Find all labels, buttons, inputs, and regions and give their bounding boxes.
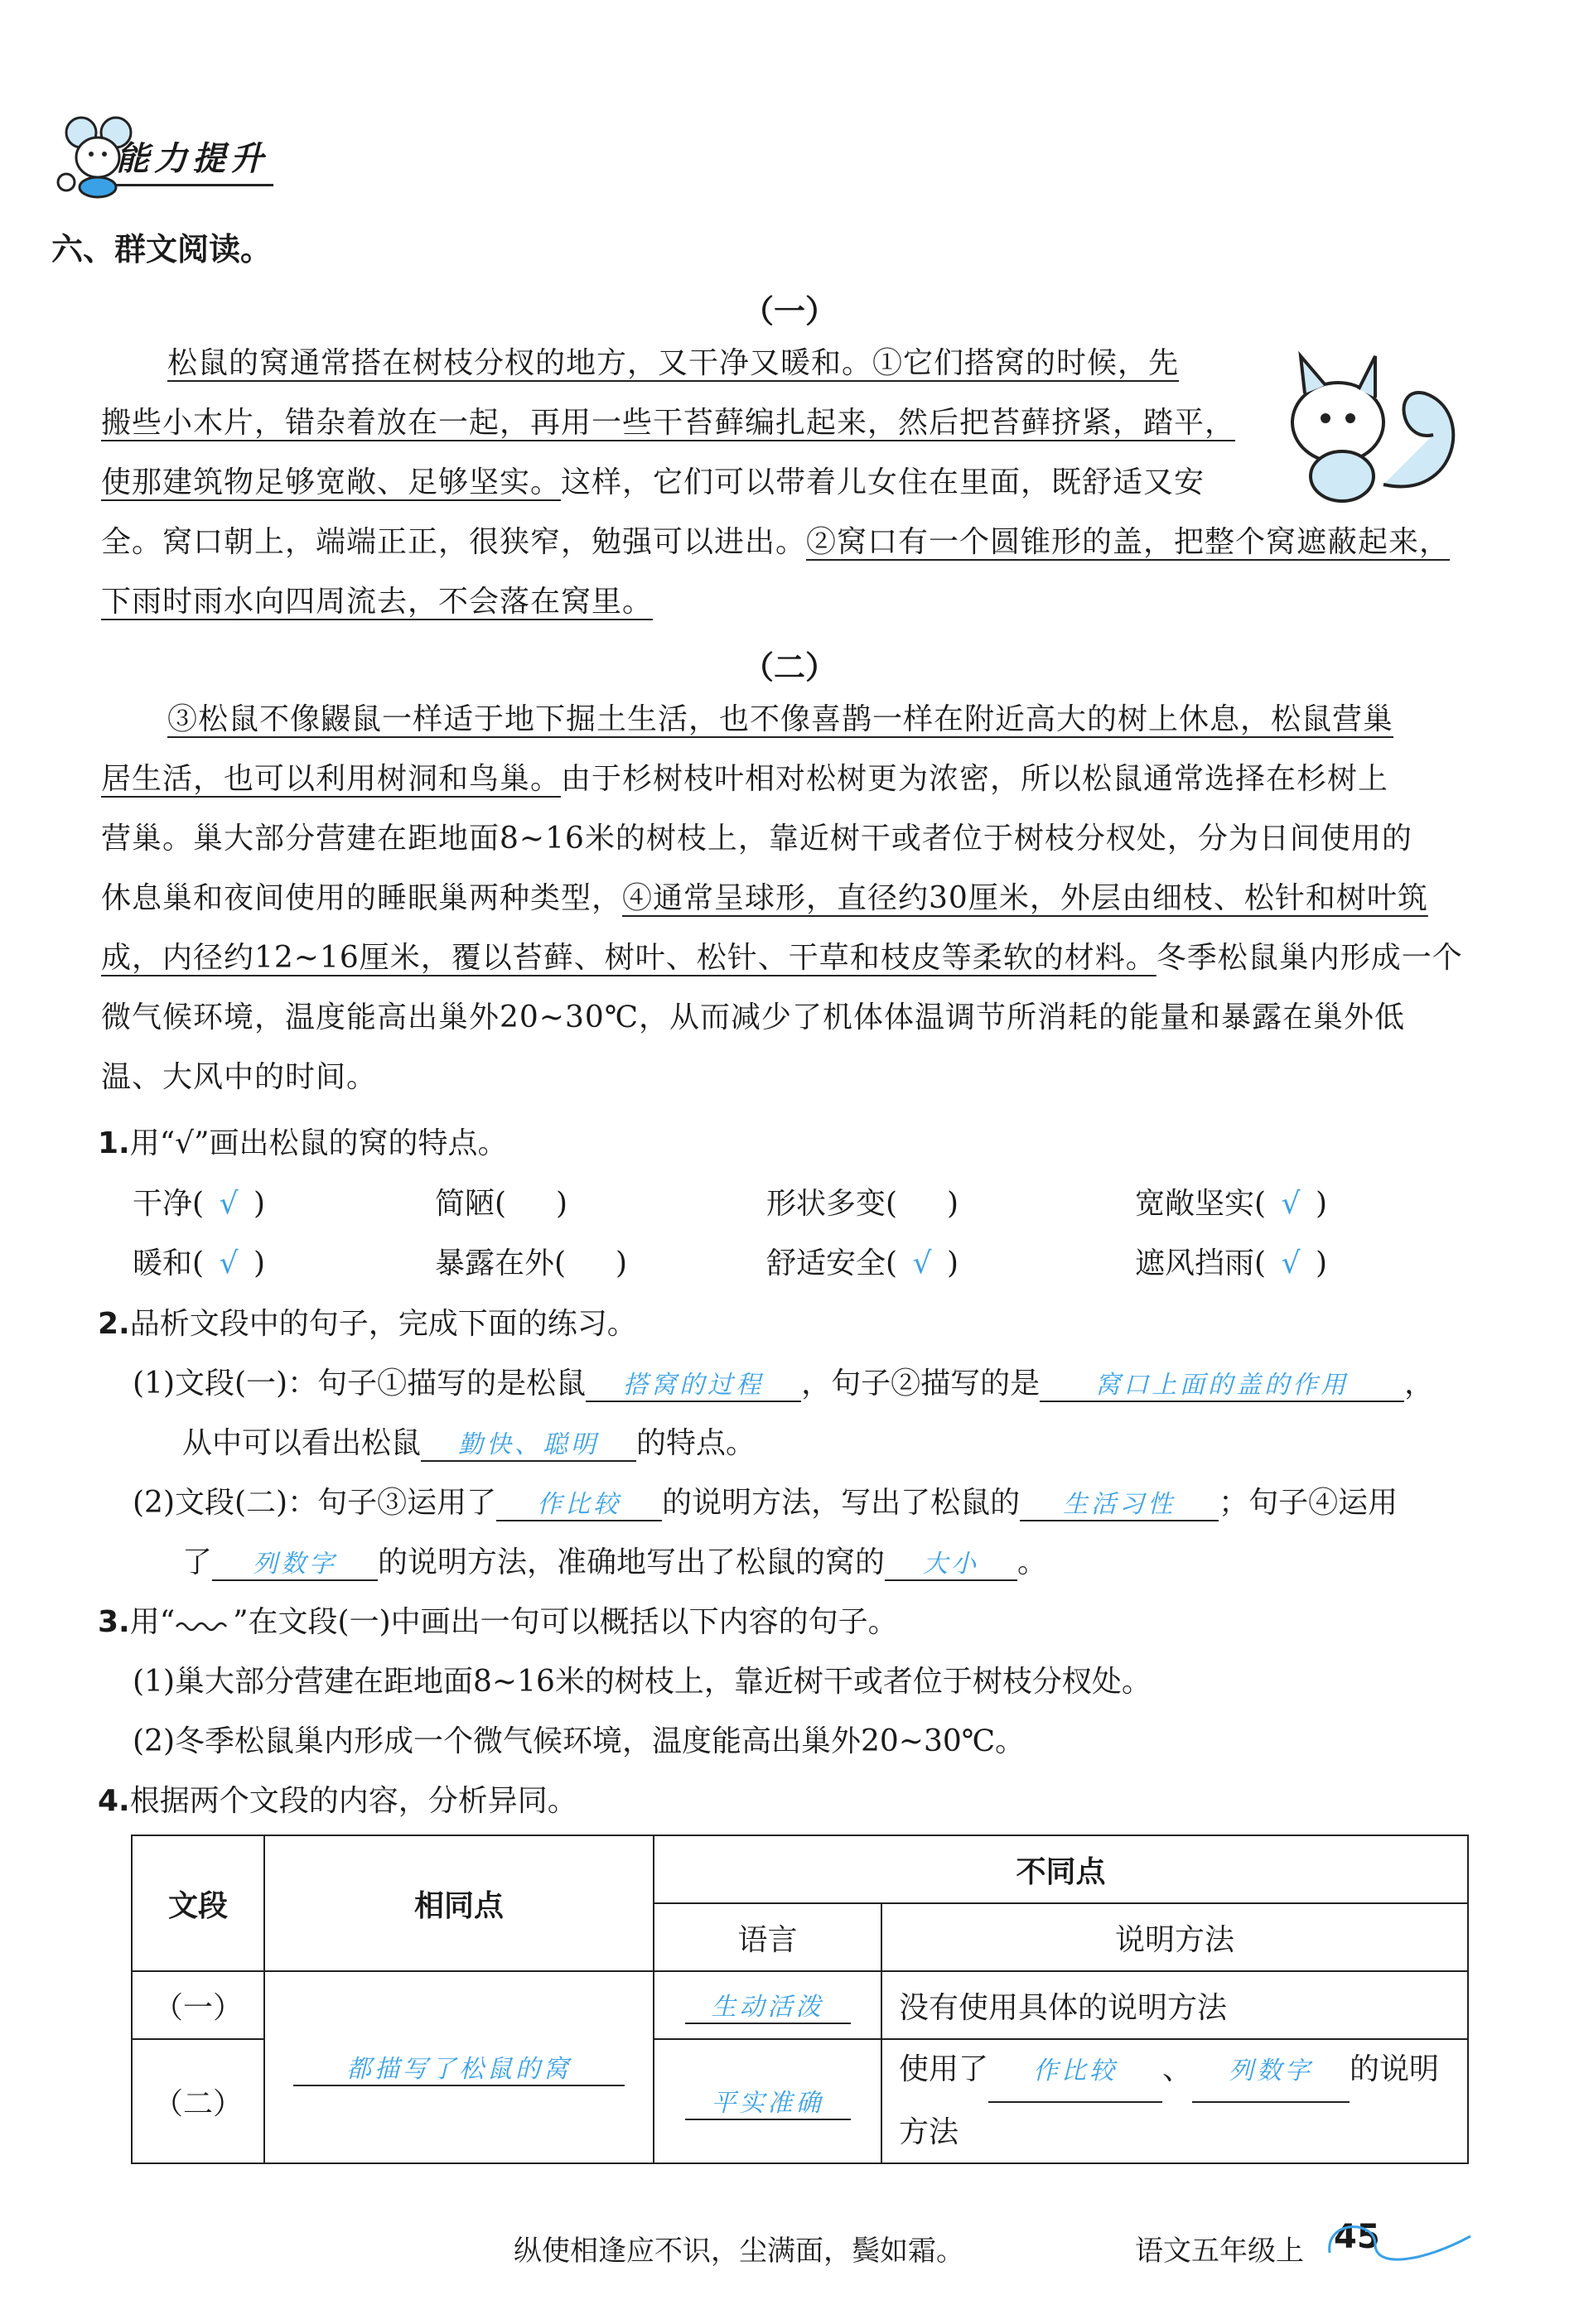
row1-method: 没有使用具体的说明方法 [881, 1971, 1468, 2039]
question-3: 3.用“ ”在文段(一)中画出一句可以概括以下内容的句子。 [98, 1605, 898, 1639]
footer-book-title: 语文五年级上 [1135, 2235, 1304, 2268]
part2-line: 休息巢和夜间使用的睡眠巢两种类型， [101, 881, 623, 915]
th-lang: 语言 [654, 1903, 881, 1971]
part2-line: 由于杉树枝叶相对松树更为浓密，所以松鼠通常选择在杉树上 [561, 762, 1389, 796]
part2-line: 居生活，也可以利用树洞和鸟巢。 [101, 762, 562, 796]
option: 宽敞坚实( √ ) [1135, 1187, 1328, 1221]
squirrel-illustration [1268, 344, 1475, 509]
row2-method: 使用了 作比较 、 列数字 的说明 方法 [881, 2039, 1468, 2163]
answer-blank: 列数字 [1192, 2042, 1350, 2103]
part2-line: 成，内径约12~16厘米，覆以苔藓、树叶、松针、干草和枝皮等柔软的材料。 [101, 941, 1156, 975]
section-title: 六、群文阅读。 [51, 231, 273, 268]
part2-line: 微气候环境，温度能高出巢外20~30℃，从而减少了机体体温调节所消耗的能量和暴露在巢外低 [101, 1000, 1406, 1034]
q3-item: (1)巢大部分营建在距地面8~16米的树枝上，靠近树干或者位于树枝分杈处。 [133, 1665, 1152, 1699]
footer-poem: 纵使相逢应不识，尘满面，鬓如霜。 [514, 2235, 964, 2268]
page-number: 45 [1334, 2218, 1380, 2256]
check-mark: √ [219, 1246, 239, 1280]
part2-line: 营巢。巢大部分营建在距地面8~16米的树枝上，靠近树干或者位于树枝分杈处，分为日间使用的 [101, 822, 1412, 856]
wavy-line-icon [175, 1617, 233, 1632]
row1-lang [654, 1971, 881, 2039]
check-mark: √ [1281, 1246, 1301, 1280]
answer-blank: 都描写了松鼠的窝 [293, 2048, 625, 2086]
part1-line: 下雨时雨水向四周流去，不会落在窝里。 [101, 585, 654, 619]
part1-line: 松鼠的窝通常搭在树枝分杈的地方，又干净又暖和。 [167, 346, 873, 380]
q2-sub2-cont: 了 列数字 的说明方法，准确地写出了松鼠的窝的 大小 。 [182, 1539, 1047, 1581]
question-1: 1.用“√”画出松鼠的窝的特点。 [98, 1126, 508, 1160]
comparison-table [131, 1835, 1469, 2164]
same-cell [264, 1971, 654, 2163]
check-mark: √ [219, 1187, 239, 1221]
part1-line: ①它们搭窝的时候，先 [872, 346, 1180, 380]
question-4: 4.根据两个文段的内容，分析异同。 [98, 1784, 577, 1818]
part2-line: 冬季松鼠巢内形成一个 [1156, 941, 1463, 975]
answer-blank: 窝口上面的盖的作用 [1040, 1364, 1404, 1402]
option: 简陋( ) [435, 1187, 568, 1221]
part1-line: 使那建筑物足够宽敞、足够坚实。 [101, 465, 562, 499]
answer-blank: 生活习性 [1020, 1483, 1219, 1521]
option: 形状多变( ) [766, 1187, 959, 1221]
part1-line: ②窝口有一个圆锥形的盖，把整个窝遮蔽起来， [806, 525, 1451, 559]
part1-title: （一） [741, 293, 837, 330]
option: 遮风挡雨( √ ) [1135, 1246, 1328, 1280]
answer-blank: 勤快、聪明 [421, 1424, 636, 1462]
q2-sub1-cont: 从中可以看出松鼠 勤快、聪明 的特点。 [182, 1420, 756, 1462]
th-same: 相同点 [264, 1835, 654, 1971]
question-2: 2.品析文段中的句子，完成下面的练习。 [98, 1307, 637, 1341]
page-number-swirl-icon [1325, 2203, 1475, 2278]
answer-blank: 作比较 [988, 2042, 1162, 2103]
row1-label: （一） [132, 1971, 264, 2039]
q2-sub2: (2)文段(二)：句子③运用了 作比较 的说明方法，写出了松鼠的 生活习性 ；句子④运用 [133, 1479, 1398, 1521]
answer-blank: 列数字 [212, 1543, 378, 1581]
check-mark: √ [1281, 1187, 1301, 1221]
part2-title: （二） [741, 649, 837, 686]
answer-blank: 生动活泼 [685, 1986, 851, 2024]
row2-label: （二） [132, 2039, 264, 2163]
th-duan: 文段 [132, 1835, 264, 1971]
answer-blank: 平实准确 [685, 2082, 851, 2120]
th-method: 说明方法 [881, 1903, 1468, 1971]
th-diff: 不同点 [654, 1835, 1468, 1903]
answer-blank: 大小 [885, 1543, 1017, 1581]
row2-lang [654, 2039, 881, 2163]
answer-blank: 作比较 [496, 1483, 662, 1521]
part2-line: 温、大风中的时间。 [101, 1060, 378, 1094]
part2-line: ③松鼠不像鼹鼠一样适于地下掘土生活，也不像喜鹊一样在附近高大的树上休息，松鼠营巢 [167, 702, 1394, 736]
option: 舒适安全( √ ) [766, 1246, 959, 1280]
answer-blank: 搭窝的过程 [586, 1364, 801, 1402]
option: 暴露在外( ) [435, 1246, 628, 1280]
option: 暖和( √ ) [133, 1246, 266, 1280]
part1-line: 这样，它们可以带着儿女住在里面，既舒适又安 [561, 465, 1205, 499]
header-underline [116, 184, 273, 186]
q2-sub1: (1)文段(一)：句子①描写的是松鼠 搭窝的过程 ，句子②描写的是 窝口上面的盖的作用 ， [133, 1360, 1434, 1402]
check-mark: √ [912, 1246, 932, 1280]
option: 干净( √ ) [133, 1187, 266, 1221]
header-title: 能力提升 [116, 140, 268, 178]
q3-item: (2)冬季松鼠巢内形成一个微气候环境，温度能高出巢外20~30℃。 [133, 1724, 1026, 1758]
part2-line: ④通常呈球形，直径约30厘米，外层由细枝、松针和树叶筑 [622, 881, 1428, 915]
part1-line: 搬些小木片，错杂着放在一起，再用一些干苔藓编扎起来，然后把苔藓挤紧，踏平， [101, 406, 1236, 440]
part1-line: 全。窝口朝上，端端正正，很狭窄，勉强可以进出。 [101, 525, 807, 559]
